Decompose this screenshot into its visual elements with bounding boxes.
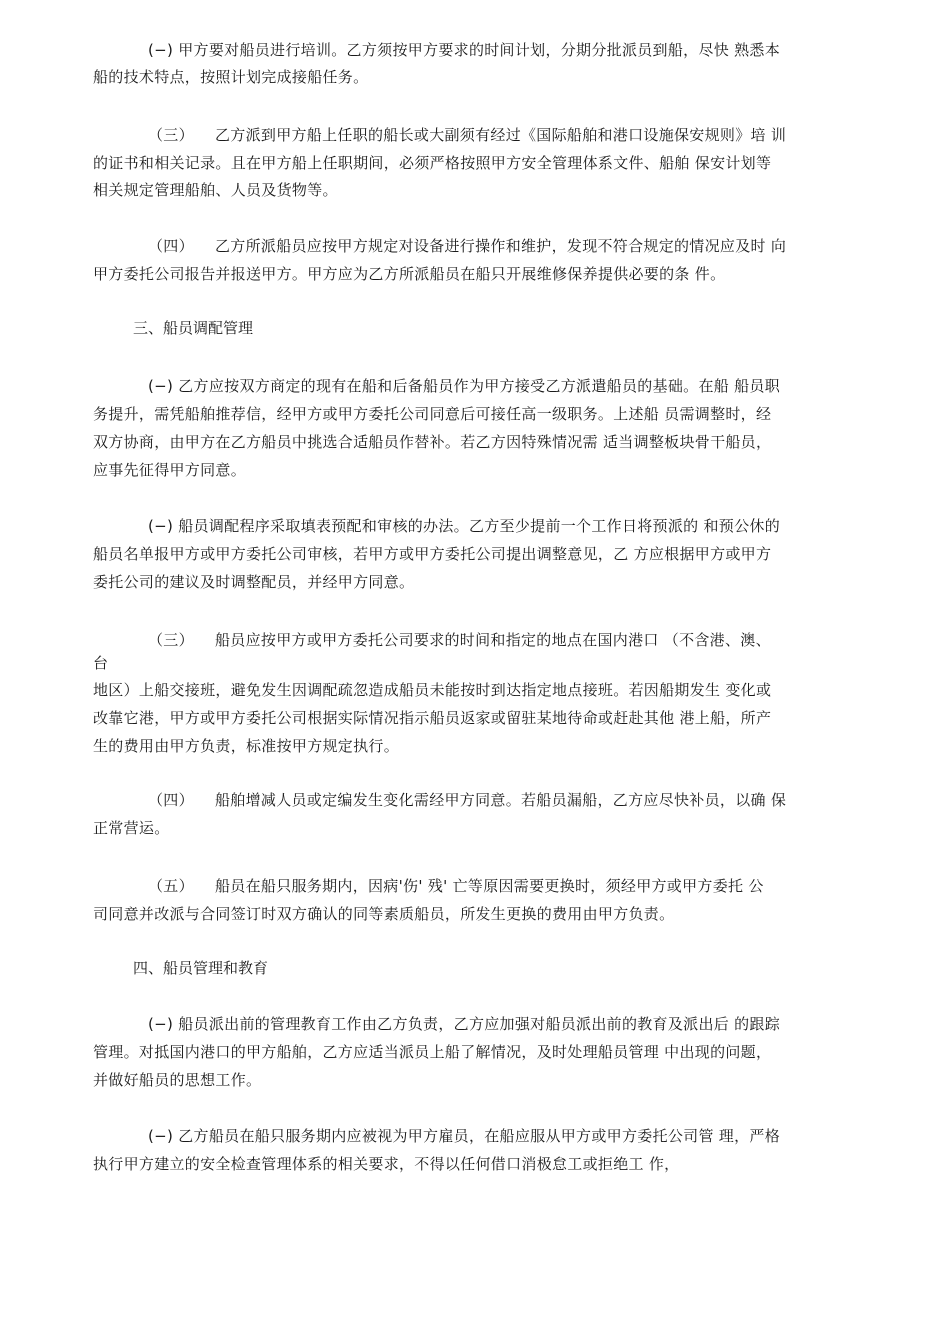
- section-heading-3: 三、船员调配管理: [133, 319, 254, 337]
- p1-line-1: (−) 甲方要对船员进行培训。乙方须按甲方要求的时间计划，分期分批派员到船，尽快 熟悉本: [148, 41, 781, 59]
- p3-line-1: 乙方所派船员应按甲方规定对设备进行操作和维护，发现不符合规定的情况应及时 向: [215, 237, 787, 255]
- section-heading-4: 四、船员管理和教育: [133, 959, 269, 977]
- p2-line-2: 的证书和相关记录。且在甲方船上任职期间，必须严格按照甲方安全管理体系文件、船舶 保安计划等: [93, 154, 772, 172]
- p3-line-2: 甲方委托公司报告并报送甲方。甲方应为乙方所派船员在船只开展维修保养提供必要的条 件。: [93, 265, 726, 283]
- p6-line-2: 地区）上船交接班，避免发生因调配疏忽造成船员未能按时到达指定地点接班。若因船期发生 变化或: [93, 681, 772, 699]
- p6-line-3: 改靠它港，甲方或甲方委托公司根据实际情况指示船员返家或留驻某地待命或赶赴其他 港上船，所产: [93, 709, 772, 727]
- p6-line-1: 船员应按甲方或甲方委托公司要求的时间和指定的地点在国内港口 （不含港、澳、: [215, 631, 771, 649]
- p7-number: （四）: [148, 791, 194, 809]
- p8-line-1: 船员在船只服务期内，因病'伤' 残' 亡等原因需要更换时，须经甲方或甲方委托 公: [215, 877, 764, 895]
- p4-line-2: 务提升，需凭船舶推荐信，经甲方或甲方委托公司同意后可接任高一级职务。上述船 员需调整时，经: [93, 405, 772, 423]
- p10-line-2: 执行甲方建立的安全检查管理体系的相关要求，不得以任何借口消极怠工或拒绝工 作，: [93, 1155, 680, 1173]
- p5-line-2: 船员名单报甲方或甲方委托公司审核，若甲方或甲方委托公司提出调整意见，乙 方应根据甲方或甲方: [93, 545, 772, 563]
- p3-number: （四）: [148, 237, 194, 255]
- p7-line-1: 船舶增减人员或定编发生变化需经甲方同意。若船员漏船，乙方应尽快补员，以确 保: [215, 791, 787, 809]
- p9-line-1: (−) 船员派出前的管理教育工作由乙方负责，乙方应加强对船员派出前的教育及派出后 的跟踪: [148, 1015, 781, 1033]
- p2-line-3: 相关规定管理船舶、人员及货物等。: [93, 181, 338, 199]
- p2-line-1: 乙方派到甲方船上任职的船长或大副须有经过《国际船舶和港口设施保安规则》培 训: [215, 126, 787, 144]
- p4-line-1: (−) 乙方应按双方商定的现有在船和后备船员作为甲方接受乙方派遣船员的基础。在船 船员职: [148, 377, 781, 395]
- p6-line-1b: 台: [93, 654, 109, 672]
- p6-line-4: 生的费用由甲方负责，标准按甲方规定执行。: [93, 737, 400, 755]
- p5-line-3: 委托公司的建议及时调整配员，并经甲方同意。: [93, 573, 415, 591]
- p9-line-2: 管理。对抵国内港口的甲方船舶，乙方应适当派员上船了解情况，及时处理船员管理 中出现的问题，: [93, 1043, 772, 1061]
- p8-number: （五）: [148, 877, 194, 895]
- p9-line-3: 并做好船员的思想工作。: [93, 1071, 262, 1089]
- p8-line-2: 司同意并改派与合同签订时双方确认的同等素质船员，所发生更换的费用由甲方负责。: [93, 905, 675, 923]
- p10-line-1: (−) 乙方船员在船只服务期内应被视为甲方雇员，在船应服从甲方或甲方委托公司管 理，严格: [148, 1127, 781, 1145]
- p5-line-1: (−) 船员调配程序采取填表预配和审核的办法。乙方至少提前一个工作日将预派的 和预公休的: [148, 517, 781, 535]
- p1-line-2: 船的技术特点，按照计划完成接船任务。: [93, 68, 369, 86]
- p4-line-4: 应事先征得甲方同意。: [93, 461, 247, 479]
- p4-line-3: 双方协商，由甲方在乙方船员中挑选合适船员作替补。若乙方因特殊情况需 适当调整板块骨干船员，: [93, 433, 772, 451]
- p6-number: （三）: [148, 631, 194, 649]
- p7-line-2: 正常营运。: [93, 819, 170, 837]
- p2-number: （三）: [148, 126, 194, 144]
